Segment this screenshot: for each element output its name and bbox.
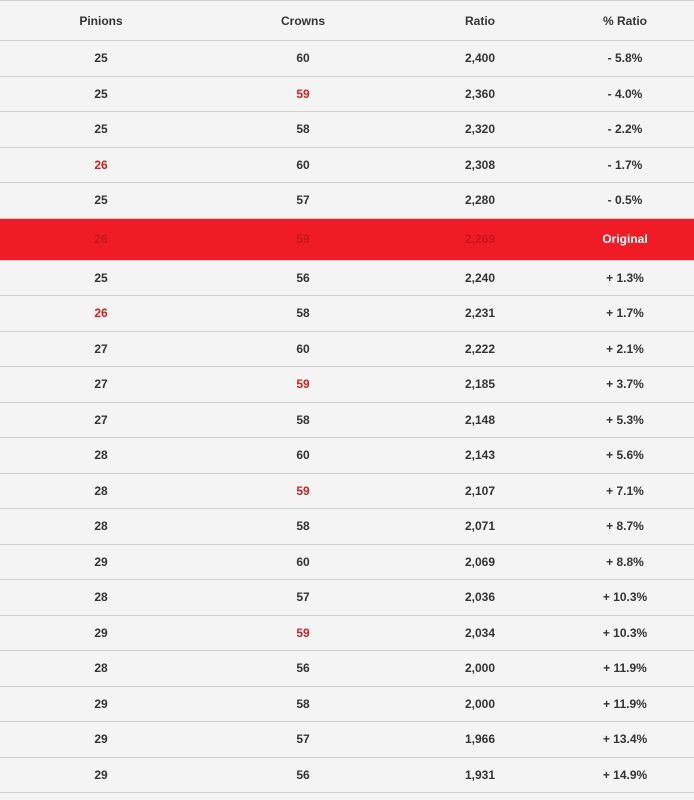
cell-pct-ratio: + 14.9% — [602, 767, 648, 782]
cell-ratio: 2,240 — [464, 270, 496, 285]
cell-crowns: 60 — [296, 448, 310, 463]
cell-crowns: 60 — [296, 554, 310, 569]
table-row — [0, 296, 694, 332]
table-row — [0, 615, 694, 651]
cell-ratio: 2,185 — [464, 377, 496, 392]
cell-crowns: 56 — [296, 661, 310, 676]
cell-crowns: 60 — [296, 51, 310, 66]
cell-pct-ratio: Original — [556, 218, 694, 260]
header-pct-ratio: % Ratio — [556, 1, 694, 41]
table-row — [0, 722, 694, 758]
table-row — [0, 651, 694, 687]
cell-ratio: 2,000 — [464, 696, 496, 711]
cell-ratio: 2,222 — [464, 341, 496, 356]
cell-crowns: 57 — [296, 193, 310, 208]
cell-pinions: 28 — [94, 483, 108, 498]
cell-crowns: 58 — [296, 519, 310, 534]
cell-pct-ratio: + 1.3% — [606, 270, 644, 285]
cell-crowns: 59 — [296, 377, 310, 392]
cell-pct-ratio: + 5.6% — [606, 448, 644, 463]
cell-crowns: 60 — [296, 341, 310, 356]
cell-crowns: 56 — [296, 270, 310, 285]
table-row — [0, 757, 694, 793]
table-row — [0, 331, 694, 367]
cell-crowns: 58 — [296, 412, 310, 427]
table-row — [0, 112, 694, 148]
table-row-original — [0, 218, 694, 260]
table-row — [0, 509, 694, 545]
cell-ratio: 2,269 — [404, 218, 556, 260]
cell-pinions: 27 — [94, 377, 108, 392]
table-body — [0, 41, 694, 793]
cell-pct-ratio: + 2.1% — [606, 341, 644, 356]
cell-pct-ratio: + 5.3% — [606, 412, 644, 427]
cell-ratio: 1,966 — [464, 732, 496, 747]
cell-pinions: 27 — [94, 412, 108, 427]
cell-pinions: 28 — [94, 519, 108, 534]
cell-pinions: 25 — [94, 122, 108, 137]
cell-ratio: 2,071 — [464, 519, 496, 534]
cell-pct-ratio: + 1.7% — [606, 306, 644, 321]
cell-crowns: 59 — [296, 625, 310, 640]
cell-pinions: 29 — [94, 625, 108, 640]
table-row — [0, 473, 694, 509]
table-row — [0, 686, 694, 722]
cell-ratio: 2,308 — [464, 157, 496, 172]
cell-ratio: 2,320 — [464, 122, 496, 137]
cell-pct-ratio: + 3.7% — [606, 377, 644, 392]
cell-pinions: 29 — [94, 732, 108, 747]
cell-pinions: 27 — [94, 341, 108, 356]
cell-crowns: 58 — [296, 122, 310, 137]
cell-pinions: 25 — [94, 193, 108, 208]
cell-ratio: 2,107 — [464, 483, 496, 498]
table-row — [0, 260, 694, 296]
header-ratio: Ratio — [404, 1, 556, 41]
cell-ratio: 2,036 — [464, 590, 496, 605]
cell-pct-ratio: + 13.4% — [602, 732, 648, 747]
cell-ratio: 2,400 — [464, 51, 496, 66]
cell-pinions: 29 — [94, 696, 108, 711]
cell-crowns: 56 — [296, 767, 310, 782]
cell-crowns: 58 — [296, 306, 310, 321]
cell-ratio: 2,034 — [464, 625, 496, 640]
cell-pct-ratio: - 5.8% — [607, 51, 643, 66]
cell-pct-ratio: + 8.8% — [606, 554, 644, 569]
cell-pct-ratio: - 4.0% — [607, 86, 643, 101]
cell-pinions: 28 — [94, 448, 108, 463]
cell-pinions: 28 — [94, 661, 108, 676]
cell-pct-ratio: - 0.5% — [607, 193, 643, 208]
cell-pct-ratio: + 10.3% — [602, 590, 648, 605]
cell-pct-ratio: + 7.1% — [606, 483, 644, 498]
table-row — [0, 41, 694, 77]
cell-pinions: 28 — [94, 590, 108, 605]
cell-pinions: 25 — [94, 86, 108, 101]
cell-ratio: 2,069 — [464, 554, 496, 569]
table-row — [0, 183, 694, 219]
cell-pinions: 29 — [94, 767, 108, 782]
table-row — [0, 438, 694, 474]
cell-ratio: 2,280 — [464, 193, 496, 208]
cell-crowns: 59 — [296, 483, 310, 498]
cell-ratio: 2,148 — [464, 412, 496, 427]
cell-pinions: 26 — [94, 157, 108, 172]
header-pinions: Pinions — [0, 1, 202, 41]
table-row — [0, 147, 694, 183]
cell-pinions: 29 — [94, 554, 108, 569]
cell-pct-ratio: + 8.7% — [606, 519, 644, 534]
cell-ratio: 2,360 — [464, 86, 496, 101]
header-crowns: Crowns — [202, 1, 404, 41]
cell-pinions: 25 — [94, 51, 108, 66]
cell-crowns: 57 — [296, 590, 310, 605]
table-row — [0, 367, 694, 403]
cell-ratio: 1,931 — [464, 767, 496, 782]
cell-pinions: 26 — [94, 306, 108, 321]
cell-crowns: 60 — [296, 157, 310, 172]
table-row — [0, 544, 694, 580]
cell-ratio: 2,000 — [464, 661, 496, 676]
cell-pct-ratio: - 1.7% — [607, 157, 643, 172]
table-row — [0, 402, 694, 438]
table-row — [0, 76, 694, 112]
header-row — [0, 1, 694, 41]
cell-pct-ratio: - 2.2% — [607, 122, 643, 137]
cell-ratio: 2,231 — [464, 306, 496, 321]
cell-pct-ratio: + 10.3% — [602, 625, 648, 640]
cell-crowns: 59 — [296, 86, 310, 101]
cell-pinions: 26 — [0, 218, 202, 260]
cell-crowns: 57 — [296, 732, 310, 747]
cell-pct-ratio: + 11.9% — [603, 696, 647, 711]
cell-crowns: 59 — [202, 218, 404, 260]
cell-pct-ratio: + 11.9% — [603, 661, 647, 676]
table-row — [0, 580, 694, 616]
cell-ratio: 2,143 — [464, 448, 496, 463]
cell-pinions: 25 — [94, 270, 108, 285]
cell-crowns: 58 — [296, 696, 310, 711]
